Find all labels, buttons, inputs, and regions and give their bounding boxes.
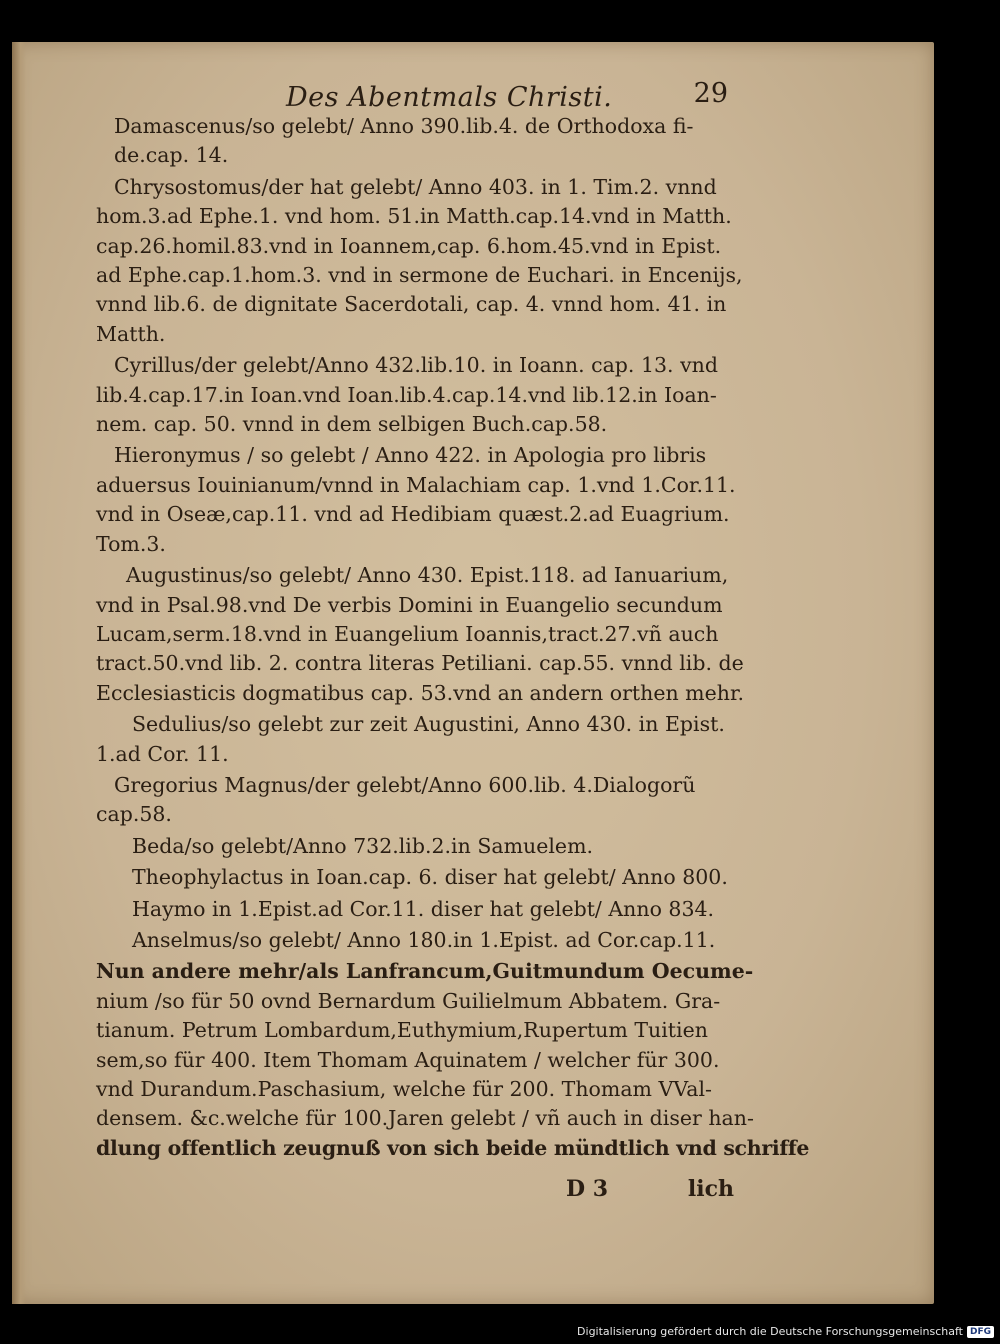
signature-mark: D 3 [566, 1176, 609, 1202]
text-line: Cyrillus/der gelebt/Anno 432.lib.10. in Ioann. cap. 13. vnd [114, 353, 718, 378]
entry-gregorius [96, 771, 736, 830]
entry-haymo [96, 895, 736, 924]
text-line: cap.26.homil.83.vnd in Ioannem,cap. 6.hom.45.vnd in Epist. [96, 233, 722, 258]
funding-notice: Digitalisierung gefördert durch die Deutsche Forschungsgemeinschaft [577, 1325, 963, 1338]
text-line: cap.58. [96, 802, 172, 827]
entry-anselmus [96, 926, 736, 955]
page-gutter-shadow [12, 42, 26, 1304]
text-line: vnd in Oseæ,cap.11. vnd ad Hedibiam quæst.2.ad Euagrium. [96, 502, 730, 527]
dfg-logo-icon: DFG [967, 1326, 994, 1338]
text-line: Anselmus/so gelebt/ Anno 180.in 1.Epist. ad Cor.cap.11. [132, 927, 716, 952]
text-line: Nun andere mehr/als Lanfrancum,Guitmundum Oecume- [96, 959, 754, 984]
text-line: Hieronymus / so gelebt / Anno 422. in Apologia pro libris [114, 443, 707, 468]
text-line: vnd in Psal.98.vnd De verbis Domini in Euangelio secundum [96, 592, 723, 617]
text-line: 1.ad Cor. 11. [96, 741, 229, 766]
text-line: dlung offentlich zeugnuß von sich beide mündtlich vnd schriffe [96, 1135, 810, 1160]
funding-footer [577, 1325, 994, 1338]
text-line: Sedulius/so gelebt zur zeit Augustini, Anno 430. in Epist. [132, 712, 725, 737]
text-line: lib.4.cap.17.in Ioan.vnd Ioan.lib.4.cap.14.vnd lib.12.in Ioan- [96, 382, 717, 407]
catchword: lich [687, 1176, 734, 1202]
text-line: ad Ephe.cap.1.hom.3. vnd in sermone de Euchari. in Encenijs, [96, 263, 743, 288]
entry-damascenus [96, 112, 736, 171]
text-line: Chrysostomus/der hat gelebt/ Anno 403. in 1. Tim.2. vnnd [114, 174, 717, 199]
entry-cyrillus [96, 351, 736, 439]
signature-line [96, 1172, 736, 1206]
text-line: densem. &c.welche für 100.Jaren gelebt / vñ auch in diser han- [96, 1106, 754, 1131]
text-line: tianum. Petrum Lombardum,Euthymium,Rupertum Tuitien [96, 1018, 708, 1043]
text-line: Ecclesiasticis dogmatibus cap. 53.vnd an andern orthen mehr. [96, 680, 745, 705]
main-text [96, 112, 810, 1163]
text-line: Gregorius Magnus/der gelebt/Anno 600.lib. 4.Dialogorũ [114, 772, 696, 797]
text-line: nem. cap. 50. vnnd in dem selbigen Buch.cap.58. [96, 412, 608, 437]
text-line: Augustinus/so gelebt/ Anno 430. Epist.118. ad Ianuarium, [126, 563, 729, 588]
text-line: Tom.3. [96, 531, 166, 556]
text-line: hom.3.ad Ephe.1. vnd hom. 51.in Matth.cap.14.vnd in Matth. [96, 204, 732, 229]
page-number: 29 [693, 78, 728, 109]
text-line: Lucam,serm.18.vnd in Euangelium Ioannis,tract.27.vñ auch [96, 621, 719, 646]
text-line: aduersus Iouinianum/vnnd in Malachiam cap. 1.vnd 1.Cor.11. [96, 472, 736, 497]
text-line: nium /so für 50 ovnd Bernardum Guilielmum Abbatem. Gra- [96, 988, 721, 1013]
text-line: vnd Durandum.Paschasium, welche für 200. Thomam VVal- [96, 1077, 712, 1101]
final-paragraph [96, 957, 810, 1163]
running-title: Des Abentmals Christi. [286, 82, 613, 113]
text-line: Damascenus/so gelebt/ Anno 390.lib.4. de Orthodoxa fi- [114, 114, 694, 138]
text-line: Matth. [96, 321, 166, 346]
text-line: Theophylactus in Ioan.cap. 6. diser hat gelebt/ Anno 800. [132, 865, 728, 890]
text-line: Haymo in 1.Epist.ad Cor.11. diser hat gelebt/ Anno 834. [132, 896, 715, 921]
text-line: tract.50.vnd lib. 2. contra literas Petiliani. cap.55. vnnd lib. de [96, 651, 744, 676]
entry-theophylactus [96, 863, 736, 892]
text-line: vnnd lib.6. de dignitate Sacerdotali, cap. 4. vnnd hom. 41. in [96, 292, 727, 317]
entry-sedulius [96, 710, 736, 769]
text-line: Beda/so gelebt/Anno 732.lib.2.in Samuelem. [132, 833, 594, 858]
text-line: sem,so für 400. Item Thomam Aquinatem / welcher für 300. [96, 1047, 720, 1072]
text-line: de.cap. 14. [114, 143, 229, 168]
entry-augustinus [96, 561, 745, 708]
entry-hieronymus [96, 441, 736, 559]
entry-chrysostomus [96, 173, 743, 349]
entry-beda [96, 832, 736, 861]
